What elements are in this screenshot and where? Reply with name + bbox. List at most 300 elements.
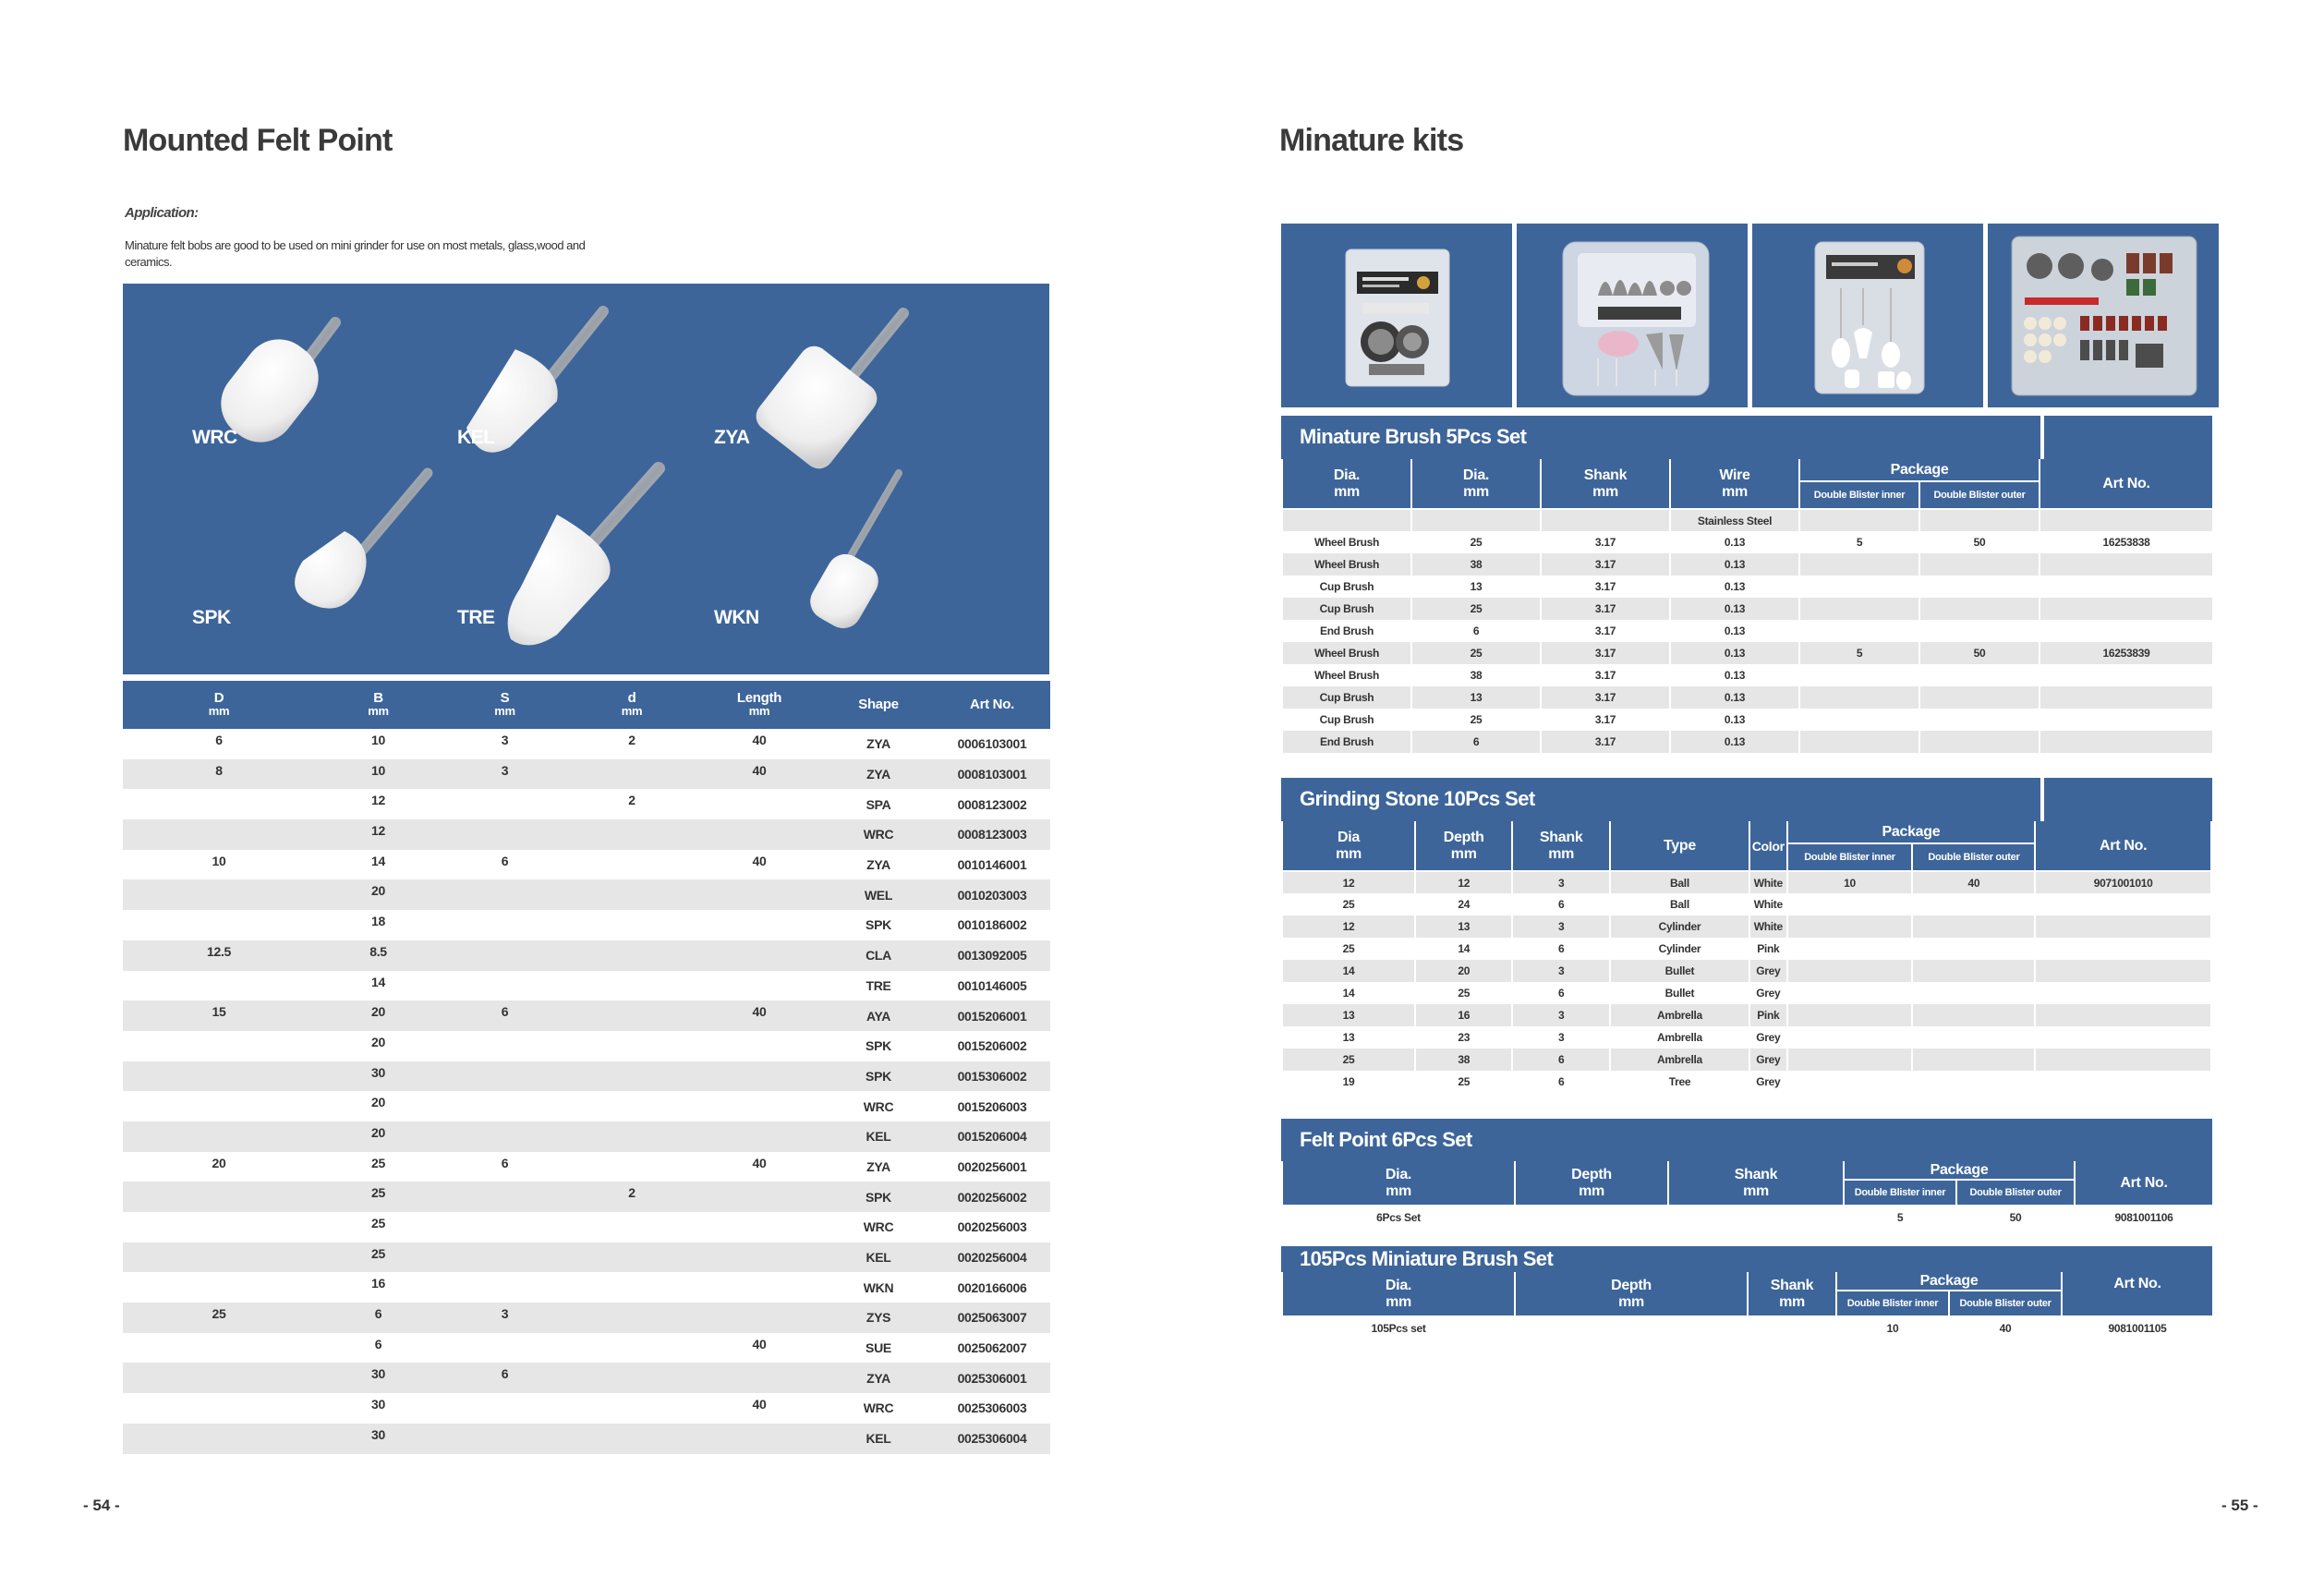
stone-row-cell: Ambrella xyxy=(1610,1049,1749,1071)
table-cell xyxy=(123,971,315,1001)
felt-col-outer: Double Blister outer xyxy=(1956,1180,2075,1206)
table-cell xyxy=(696,1182,823,1212)
label-zya: ZYA xyxy=(714,427,750,448)
table-cell: 0010146001 xyxy=(957,857,1027,873)
stone-row-cell xyxy=(1787,1071,1913,1093)
table-row xyxy=(123,1363,1050,1393)
table-cell xyxy=(696,1363,823,1393)
stone-row-cell: 40 xyxy=(1912,871,2035,893)
table-cell: 0015206003 xyxy=(957,1098,1027,1114)
table-cell xyxy=(123,1091,315,1121)
table-cell: 6 xyxy=(501,1004,509,1020)
stone-row-cell: Grey xyxy=(1749,1026,1787,1049)
left-page-number: - 54 - xyxy=(83,1497,120,1514)
brush-row-cell: 0.13 xyxy=(1670,642,1799,664)
table-cell: 20 xyxy=(212,1155,226,1170)
table-cell: WRC xyxy=(863,1098,894,1114)
table-cell: 20 xyxy=(371,883,385,899)
stone-row-cell: 3 xyxy=(1512,915,1609,938)
table-cell xyxy=(568,1303,696,1333)
table-cell: 40 xyxy=(752,733,767,747)
table-cell: SPK xyxy=(865,917,891,933)
table-row xyxy=(123,1424,1050,1454)
stone-row-cell: 3 xyxy=(1512,871,1609,893)
table-cell: 20 xyxy=(371,1034,385,1049)
brush-row-cell: 13 xyxy=(1411,576,1541,598)
table-cell: 12.5 xyxy=(206,943,232,959)
stone-row xyxy=(1282,1049,2211,1071)
felt-row-cell: 6Pcs Set xyxy=(1282,1206,1515,1228)
stone-col-inner: Double Blister inner xyxy=(1787,843,1913,871)
stone-row-cell: White xyxy=(1749,893,1787,915)
table-row xyxy=(123,729,1050,759)
table-cell xyxy=(123,1182,315,1212)
table-cell xyxy=(568,1424,696,1454)
table-cell xyxy=(442,1061,568,1092)
brush-row-cell: 3.17 xyxy=(1541,531,1670,553)
brush-row xyxy=(1282,686,2213,709)
felt-blister-pack-illustration xyxy=(1752,224,1983,407)
table-cell xyxy=(696,1424,823,1454)
table-cell: 3 xyxy=(501,733,509,747)
stone-col-dia: Dia mm xyxy=(1282,821,1415,871)
label-spk: SPK xyxy=(192,607,231,628)
stone-row xyxy=(1282,982,2211,1004)
brush-row-cell: 3.17 xyxy=(1541,709,1670,731)
stone-row-cell: Grey xyxy=(1749,1049,1787,1071)
stone-row-cell xyxy=(1787,1026,1913,1049)
brush-row-cell: Cup Brush xyxy=(1282,598,1411,620)
table-cell xyxy=(696,1061,823,1092)
mini-row-cell: 9081001105 xyxy=(2062,1316,2213,1339)
stone-row-cell: 24 xyxy=(1415,893,1512,915)
table-cell xyxy=(442,910,568,940)
table-cell: 8.5 xyxy=(369,943,387,959)
mini-row-cell xyxy=(1515,1316,1748,1339)
felt-col-art: Art No. xyxy=(2075,1161,2213,1206)
kit-image-felt-point-set xyxy=(1752,224,1983,407)
stone-row xyxy=(1282,1004,2211,1026)
stone-row-cell xyxy=(1787,1004,1913,1026)
brush-row-cell xyxy=(2040,598,2213,620)
table-cell: KEL xyxy=(865,1129,891,1145)
table-row xyxy=(123,940,1050,971)
felt-col-depth: Depth mm xyxy=(1515,1161,1668,1206)
brush-row-cell: 0.13 xyxy=(1670,731,1799,753)
brush-row-cell xyxy=(1799,686,1919,709)
stone-col-outer: Double Blister outer xyxy=(1912,843,2035,871)
stone-row-cell: 23 xyxy=(1415,1026,1512,1049)
stone-row-cell: 25 xyxy=(1282,893,1415,915)
table-row xyxy=(123,1272,1050,1303)
stone-col-depth: Depth mm xyxy=(1415,821,1512,871)
stone-row xyxy=(1282,871,2211,893)
table-row xyxy=(123,1152,1050,1182)
stone-set-table xyxy=(1281,821,2212,1093)
table-cell xyxy=(568,819,696,850)
table-cell xyxy=(123,1243,315,1273)
table-cell: 15 xyxy=(212,1004,226,1020)
mini-col-dia: Dia. mm xyxy=(1282,1272,1515,1316)
brush-row-cell: 16253839 xyxy=(2040,642,2213,664)
brush-row-cell: Cup Brush xyxy=(1282,576,1411,598)
mini-col-outer: Double Blister outer xyxy=(1949,1291,2062,1316)
label-wrc: WRC xyxy=(192,427,237,448)
table-row xyxy=(123,1091,1050,1121)
felt-col-inner: Double Blister inner xyxy=(1844,1180,1956,1206)
material-note: Stainless Steel xyxy=(1670,509,1799,531)
stone-row-cell: Ball xyxy=(1610,871,1749,893)
table-cell xyxy=(442,1424,568,1454)
felt-row xyxy=(1282,1206,2213,1228)
brush-row-cell xyxy=(1919,731,2040,753)
brush-row-cell: 0.13 xyxy=(1670,576,1799,598)
table-cell: 6 xyxy=(501,853,509,868)
table-cell xyxy=(696,1091,823,1121)
brush-row xyxy=(1282,642,2213,664)
left-page-title: Mounted Felt Point xyxy=(123,123,393,158)
table-cell: 25 xyxy=(371,1155,385,1170)
table-cell xyxy=(442,1243,568,1273)
felt-point-product-image xyxy=(123,284,1049,674)
brush-row-cell xyxy=(2040,664,2213,686)
brush-row-cell: Cup Brush xyxy=(1282,686,1411,709)
right-page-title: Minature kits xyxy=(1279,123,1464,158)
table-cell xyxy=(123,819,315,850)
felt-set-header xyxy=(1281,1119,2212,1161)
brush-row xyxy=(1282,664,2213,686)
table-cell: 2 xyxy=(628,793,635,808)
table-cell xyxy=(442,1393,568,1424)
stone-row-cell xyxy=(2035,1026,2211,1049)
table-cell: 30 xyxy=(371,1064,385,1080)
table-row xyxy=(123,1061,1050,1092)
stone-row-cell: Bullet xyxy=(1610,982,1749,1004)
brush-row-cell xyxy=(1799,576,1919,598)
stone-row-cell xyxy=(2035,893,2211,915)
table-cell: 40 xyxy=(752,1004,767,1020)
brush-row-cell: 3.17 xyxy=(1541,620,1670,642)
table-cell: 40 xyxy=(752,1397,767,1412)
table-cell: 0025306001 xyxy=(957,1370,1027,1386)
table-cell: 20 xyxy=(371,1124,385,1140)
brush-row xyxy=(1282,731,2213,753)
felt-row-cell xyxy=(1668,1206,1844,1228)
stone-row xyxy=(1282,960,2211,982)
table-cell: 10 xyxy=(371,762,385,778)
stone-row-cell: 38 xyxy=(1415,1049,1512,1071)
brush-row-cell xyxy=(1919,620,2040,642)
table-cell: 0008103001 xyxy=(957,767,1027,782)
stone-row-cell: 19 xyxy=(1282,1071,1415,1093)
table-cell xyxy=(442,879,568,910)
brush-row-cell: 3.17 xyxy=(1541,553,1670,576)
table-cell: KEL xyxy=(865,1250,891,1266)
stone-row-cell xyxy=(2035,960,2211,982)
brush-row-cell: 16253838 xyxy=(2040,531,2213,553)
table-cell xyxy=(568,850,696,880)
table-cell: 6 xyxy=(374,1306,382,1322)
table-cell xyxy=(568,1212,696,1243)
table-cell xyxy=(696,971,823,1001)
brush-row-cell: 3.17 xyxy=(1541,731,1670,753)
brush-row-cell xyxy=(1799,664,1919,686)
table-cell: SUE xyxy=(865,1340,891,1356)
felt-col-dia: Dia. mm xyxy=(1282,1161,1515,1206)
col-d: D mm xyxy=(208,690,230,718)
brush-row-cell: 13 xyxy=(1411,686,1541,709)
table-cell: 6 xyxy=(374,1336,382,1352)
table-cell xyxy=(696,1243,823,1273)
stone-row xyxy=(1282,915,2211,938)
table-row xyxy=(123,1243,1050,1273)
mini-row-cell xyxy=(1748,1316,1836,1339)
table-cell: 12 xyxy=(371,823,385,839)
brush-col-outer: Double Blister outer xyxy=(1919,481,2040,509)
table-cell: SPK xyxy=(865,1189,891,1205)
mini-col-package: Package xyxy=(1836,1272,2062,1291)
stone-row-cell xyxy=(1787,915,1913,938)
table-row xyxy=(123,789,1050,819)
table-cell xyxy=(696,879,823,910)
table-cell: 40 xyxy=(752,1336,767,1352)
stone-row-cell xyxy=(1912,1026,2035,1049)
stone-col-package: Package xyxy=(1787,821,2036,843)
table-cell: ZYA xyxy=(866,767,890,782)
brush-row-cell: 3.17 xyxy=(1541,686,1670,709)
brush-row-cell: End Brush xyxy=(1282,731,1411,753)
table-cell xyxy=(442,1272,568,1303)
mini-col-depth: Depth mm xyxy=(1515,1272,1748,1316)
application-label: Application: xyxy=(125,205,199,221)
mini-col-shank: Shank mm xyxy=(1748,1272,1836,1316)
table-row xyxy=(123,850,1050,880)
stone-row-cell: 6 xyxy=(1512,1049,1609,1071)
brush-row-cell: 0.13 xyxy=(1670,709,1799,731)
stone-blister-pack-illustration xyxy=(1517,224,1748,407)
right-page-number: - 55 - xyxy=(2221,1497,2258,1514)
table-cell: 3 xyxy=(501,762,509,778)
stone-row-cell xyxy=(1912,1049,2035,1071)
table-cell xyxy=(123,1212,315,1243)
brush-row-cell: 3.17 xyxy=(1541,664,1670,686)
table-cell: 10 xyxy=(212,853,226,868)
table-cell: KEL xyxy=(865,1431,891,1447)
stone-row-cell xyxy=(1787,893,1913,915)
mini-col-inner: Double Blister inner xyxy=(1836,1291,1949,1316)
stone-row-cell xyxy=(2035,938,2211,960)
stone-row-cell: 12 xyxy=(1282,915,1415,938)
stone-row-cell xyxy=(1912,960,2035,982)
brush-row-cell xyxy=(1799,598,1919,620)
table-cell xyxy=(696,819,823,850)
stone-row-cell xyxy=(2035,982,2211,1004)
table-row xyxy=(123,1182,1050,1212)
brush-row-cell: 0.13 xyxy=(1670,664,1799,686)
table-cell: 3 xyxy=(501,1306,509,1322)
table-cell xyxy=(123,1121,315,1152)
stone-row-cell xyxy=(2035,1049,2211,1071)
table-cell: 6 xyxy=(501,1155,509,1170)
kit-image-105pcs-set xyxy=(1988,224,2219,407)
brush-row-cell: 6 xyxy=(1411,620,1541,642)
brush-row-cell: 0.13 xyxy=(1670,531,1799,553)
table-cell: ZYA xyxy=(866,736,890,752)
table-cell xyxy=(123,789,315,819)
stone-row-cell: 25 xyxy=(1282,1049,1415,1071)
brush-row-cell xyxy=(1919,664,2040,686)
table-row xyxy=(123,759,1050,790)
table-cell xyxy=(568,1243,696,1273)
table-cell xyxy=(123,879,315,910)
stone-row-cell xyxy=(2035,915,2211,938)
brush-row-cell xyxy=(1799,553,1919,576)
stone-row-cell: 16 xyxy=(1415,1004,1512,1026)
mini-set-header xyxy=(1281,1246,2212,1272)
table-cell xyxy=(123,1031,315,1061)
table-cell: 0020256002 xyxy=(957,1189,1027,1205)
table-cell: 0020256003 xyxy=(957,1219,1027,1235)
felt-set-title: Felt Point 6Pcs Set xyxy=(1300,1128,1472,1151)
brush-row-cell: 3.17 xyxy=(1541,642,1670,664)
stone-row-cell: 25 xyxy=(1282,938,1415,960)
table-cell xyxy=(568,910,696,940)
table-cell xyxy=(696,1031,823,1061)
stone-row-cell: Pink xyxy=(1749,1004,1787,1026)
table-cell xyxy=(442,1121,568,1152)
table-cell xyxy=(568,940,696,971)
table-cell: 0010146005 xyxy=(957,977,1027,993)
stone-row-cell: 3 xyxy=(1512,1004,1609,1026)
brush-set-table xyxy=(1281,459,2214,753)
table-cell: 0008123002 xyxy=(957,796,1027,812)
table-cell: 40 xyxy=(752,853,767,868)
table-cell xyxy=(568,1121,696,1152)
brush-row xyxy=(1282,576,2213,598)
stone-row-cell: 13 xyxy=(1415,915,1512,938)
brush-col-dia2: Dia. mm xyxy=(1411,459,1541,509)
table-cell: 10 xyxy=(371,733,385,747)
table-cell: 0010186002 xyxy=(957,917,1027,933)
table-cell: ZYA xyxy=(866,1158,890,1174)
felt-row-cell: 9081001106 xyxy=(2075,1206,2213,1228)
brush-row-cell xyxy=(1799,731,1919,753)
brush-row-cell: Wheel Brush xyxy=(1282,553,1411,576)
table-cell xyxy=(568,879,696,910)
table-cell: AYA xyxy=(865,1008,891,1024)
table-cell: 20 xyxy=(371,1095,385,1110)
table-cell xyxy=(568,759,696,790)
table-cell xyxy=(123,1424,315,1454)
brush-col-wire: Wire mm xyxy=(1670,459,1799,509)
brush-row xyxy=(1282,553,2213,576)
mini-set-table xyxy=(1281,1272,2214,1339)
brush-row-cell: 25 xyxy=(1411,598,1541,620)
brush-row-cell xyxy=(1919,553,2040,576)
stone-row-cell: Ball xyxy=(1610,893,1749,915)
table-cell xyxy=(696,1121,823,1152)
table-cell xyxy=(442,1031,568,1061)
brush-set-title: Minature Brush 5Pcs Set xyxy=(1300,425,1527,448)
table-cell: 0015206001 xyxy=(957,1008,1027,1024)
stone-row-cell: 12 xyxy=(1415,871,1512,893)
stone-row-cell: 25 xyxy=(1415,1071,1512,1093)
table-cell xyxy=(568,1393,696,1424)
felt-col-package: Package xyxy=(1844,1161,2075,1180)
table-cell xyxy=(568,1363,696,1393)
stone-row-cell: 14 xyxy=(1282,960,1415,982)
table-row xyxy=(123,1333,1050,1364)
stone-row-cell: Grey xyxy=(1749,960,1787,982)
table-cell xyxy=(123,1333,315,1364)
mini-row xyxy=(1282,1316,2213,1339)
table-cell: 0025306004 xyxy=(957,1431,1027,1447)
table-cell xyxy=(123,1272,315,1303)
felt-col-shank: Shank mm xyxy=(1668,1161,1844,1206)
table-cell xyxy=(568,1061,696,1092)
stone-row-cell: 6 xyxy=(1512,982,1609,1004)
table-cell: 0015306002 xyxy=(957,1068,1027,1084)
mini-row-cell: 105Pcs set xyxy=(1282,1316,1515,1339)
brush-row-cell: 0.13 xyxy=(1670,686,1799,709)
stone-row-cell: 12 xyxy=(1282,871,1415,893)
brush-row-cell: 25 xyxy=(1411,709,1541,731)
table-cell: CLA xyxy=(865,948,891,964)
stone-row-cell xyxy=(1912,893,2035,915)
brush-row xyxy=(1282,620,2213,642)
stone-row-cell: 3 xyxy=(1512,960,1609,982)
brush-material-row xyxy=(1282,509,2213,531)
stone-row-cell: Ambrella xyxy=(1610,1026,1749,1049)
brush-col-inner: Double Blister inner xyxy=(1799,481,1919,509)
stone-row-cell: Grey xyxy=(1749,1071,1787,1093)
stone-row-cell: Grey xyxy=(1749,982,1787,1004)
table-cell: 40 xyxy=(752,762,767,778)
brush-blister-pack-illustration xyxy=(1281,224,1512,407)
col-s: S mm xyxy=(494,690,515,718)
table-cell: SPK xyxy=(865,1068,891,1084)
table-cell xyxy=(568,971,696,1001)
brush-row-cell: 50 xyxy=(1919,642,2040,664)
stone-row-cell: 10 xyxy=(1787,871,1913,893)
table-cell xyxy=(442,1333,568,1364)
brush-row-cell: 0.13 xyxy=(1670,598,1799,620)
kit-image-grinding-stone-set xyxy=(1517,224,1748,407)
table-cell: ZYS xyxy=(865,1310,891,1326)
table-row xyxy=(123,971,1050,1001)
table-cell xyxy=(123,1393,315,1424)
stone-row-cell: 13 xyxy=(1282,1004,1415,1026)
brush-row-cell: 0.13 xyxy=(1670,620,1799,642)
brush-row xyxy=(1282,531,2213,553)
table-cell: 18 xyxy=(371,914,385,929)
table-cell xyxy=(568,1000,696,1031)
brush-row-cell: 3.17 xyxy=(1541,576,1670,598)
stone-row-cell xyxy=(1787,1049,1913,1071)
brush-set-header-divider xyxy=(2040,416,2044,459)
stone-row-cell: 20 xyxy=(1415,960,1512,982)
brush-row-cell: 6 xyxy=(1411,731,1541,753)
brush-row-cell xyxy=(2040,553,2213,576)
table-cell: 6 xyxy=(215,733,223,747)
105pcs-case-illustration xyxy=(1988,224,2219,407)
brush-row-cell: Wheel Brush xyxy=(1282,664,1411,686)
brush-row-cell: Wheel Brush xyxy=(1282,642,1411,664)
table-cell xyxy=(442,1212,568,1243)
brush-row-cell: 38 xyxy=(1411,553,1541,576)
stone-col-art: Art No. xyxy=(2035,821,2211,871)
table-row xyxy=(123,1212,1050,1243)
